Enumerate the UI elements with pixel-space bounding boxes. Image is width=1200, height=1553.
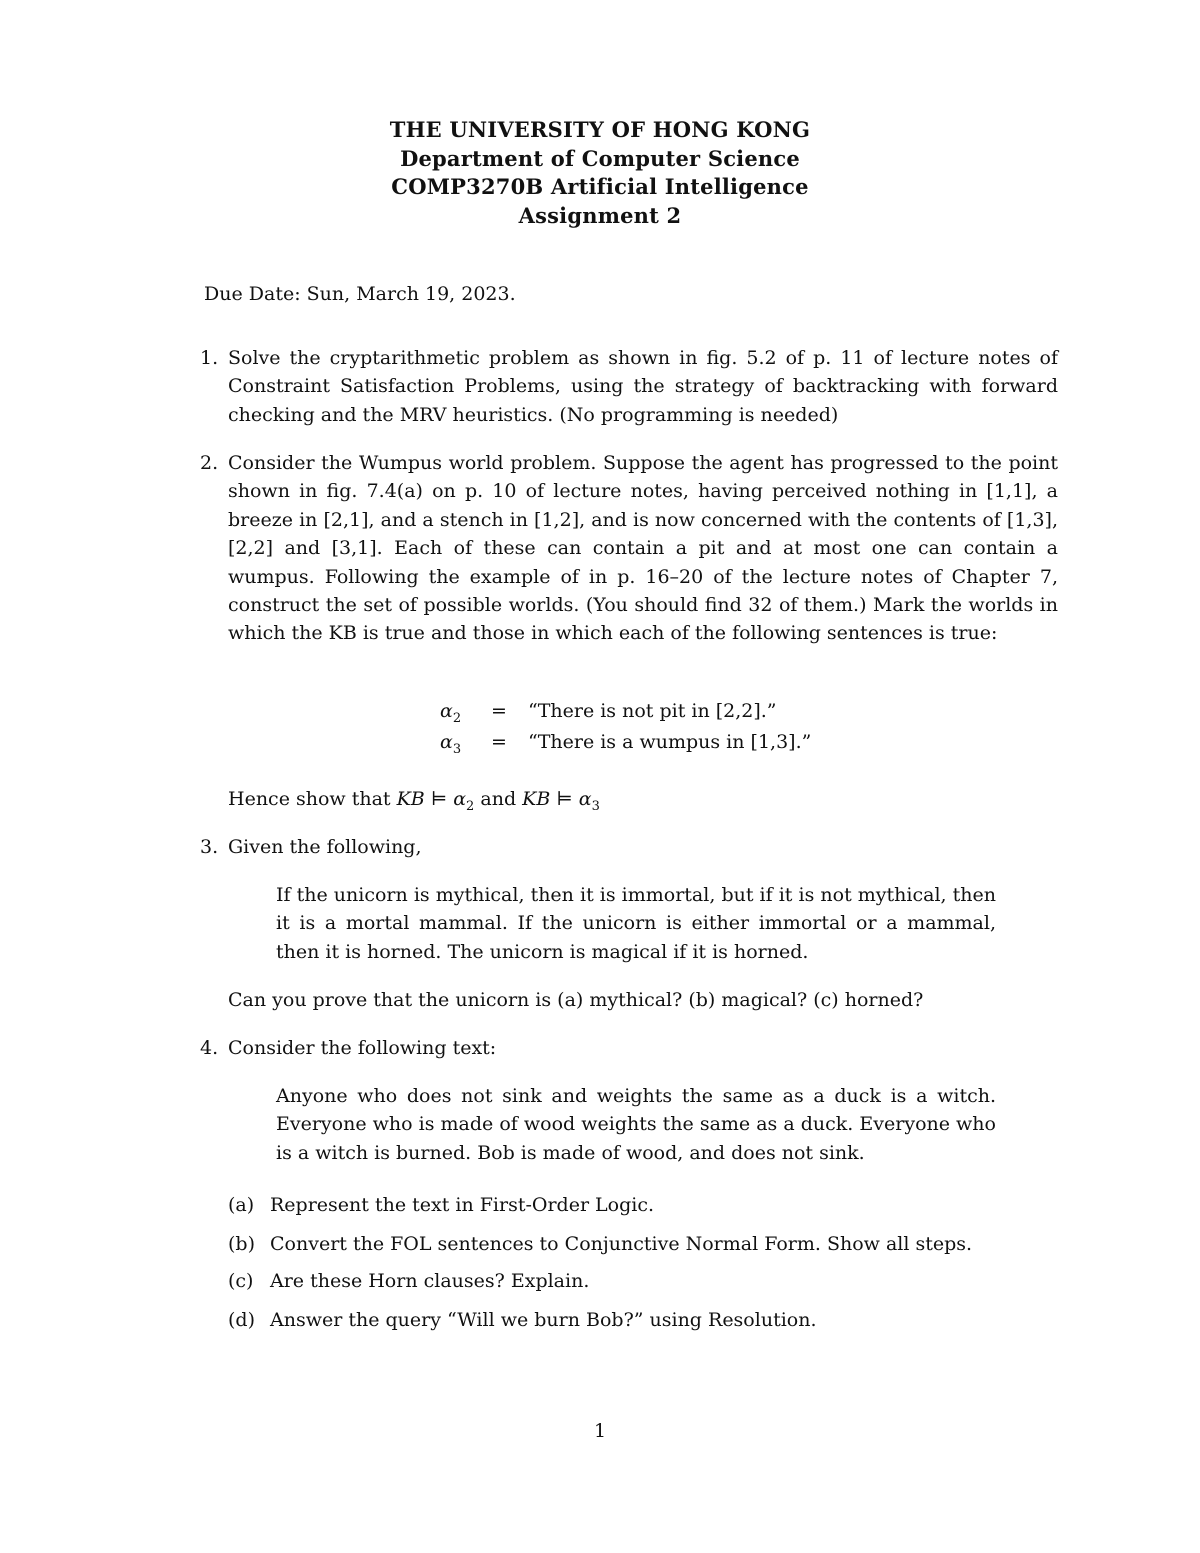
question-4 [200, 1034, 1058, 1062]
part-text: Convert the FOL sentences to Conjunctive Normal Form. Show all steps. [270, 1233, 973, 1255]
due-date: Due Date: Sun, March 19, 2023. [204, 283, 516, 305]
part-label: (d) [228, 1309, 255, 1331]
part-label: (c) [228, 1270, 254, 1292]
part-text: Are these Horn clauses? Explain. [270, 1270, 590, 1292]
question-4-quote: Anyone who does not sink and weights the same as a duck is a witch. Everyone who is made of wood weights the same as a duck. Everyone who is a witch is burned. Bob is made of wood, and does not sink. [276, 1085, 996, 1164]
alpha3-text: “There is a wumpus in [1,3].” [528, 731, 812, 753]
question-3-question: Can you prove that the unicorn is (a) mythical? (b) magical? (c) horned? [228, 989, 924, 1011]
document-header [0, 116, 1200, 231]
question-3-intro: Given the following, [228, 836, 422, 858]
question-4-part-a [228, 1191, 654, 1219]
university-name: THE UNIVERSITY OF HONG KONG [389, 117, 811, 142]
question-3-number: 3. [200, 836, 219, 858]
alpha2-row [440, 697, 811, 728]
alpha3-equals: = [491, 731, 507, 753]
question-4-part-c [228, 1267, 589, 1295]
question-2-number: 2. [200, 452, 219, 474]
entails-symbol: ⊨ [430, 788, 448, 810]
hence-show-line: Hence show that KB ⊨ $\alpha_2$ and KB ⊨ $\alpha_3$ [228, 788, 600, 814]
page-number: 1 [593, 1420, 607, 1442]
part-label: (b) [228, 1233, 255, 1255]
question-1 [200, 344, 1058, 429]
question-2-text: Consider the Wumpus world problem. Suppose the agent has progressed to the point shown in fig. 7.4(a) on p. 10 of lecture notes, having perceived nothing in [1,1], a breeze in [2,1], and a stench in [1,2], and is now concerned with the contents of [1,3], [2,2] and [3,1]. Each of these can contain a pit and at most one can contain a wumpus. Following the example of in p. 16–20 of the lecture notes of Chapter 7, construct the set of possible worlds. (You should find 32 of them.) Mark the worlds in which the KB is true and those in which each of the following sentences is true: [228, 452, 1058, 645]
question-1-number: 1. [200, 347, 219, 369]
part-label: (a) [228, 1194, 255, 1216]
question-3-quote: If the unicorn is mythical, then it is immortal, but if it is not mythical, then it is a mortal mammal. If the unicorn is either immortal or a mammal, then it is horned. The unicorn is magical if it is horned. [276, 884, 996, 963]
part-text: Answer the query “Will we burn Bob?” using Resolution. [270, 1309, 817, 1331]
question-4-number: 4. [200, 1037, 219, 1059]
question-2 [200, 449, 1058, 648]
question-1-text: Solve the cryptarithmetic problem as shown in fig. 5.2 of p. 11 of lecture notes of Constraint Satisfaction Problems, using the strategy of backtracking with forward checking and the MRV heuristics. (No programming is needed) [228, 347, 1058, 426]
question-4-intro: Consider the following text: [228, 1037, 497, 1059]
assignment-title: Assignment 2 [518, 203, 682, 229]
question-3 [200, 833, 1058, 861]
question-4-part-b [228, 1230, 972, 1258]
part-text: Represent the text in First-Order Logic. [270, 1194, 655, 1216]
question-4-part-d [228, 1306, 817, 1334]
alpha2-symbol: $\alpha_2$ [440, 700, 462, 726]
kb-symbol: KB [396, 788, 425, 810]
course-title: COMP3270B Artificial Intelligence [391, 174, 809, 200]
department-name: Department of Computer Science [400, 145, 800, 171]
alpha2-equals: = [491, 700, 507, 722]
alpha2-text: “There is not pit in [2,2].” [528, 700, 777, 722]
alpha3-row [440, 728, 811, 759]
alpha-definitions [440, 697, 811, 759]
alpha3-symbol: $\alpha_3$ [440, 731, 462, 757]
